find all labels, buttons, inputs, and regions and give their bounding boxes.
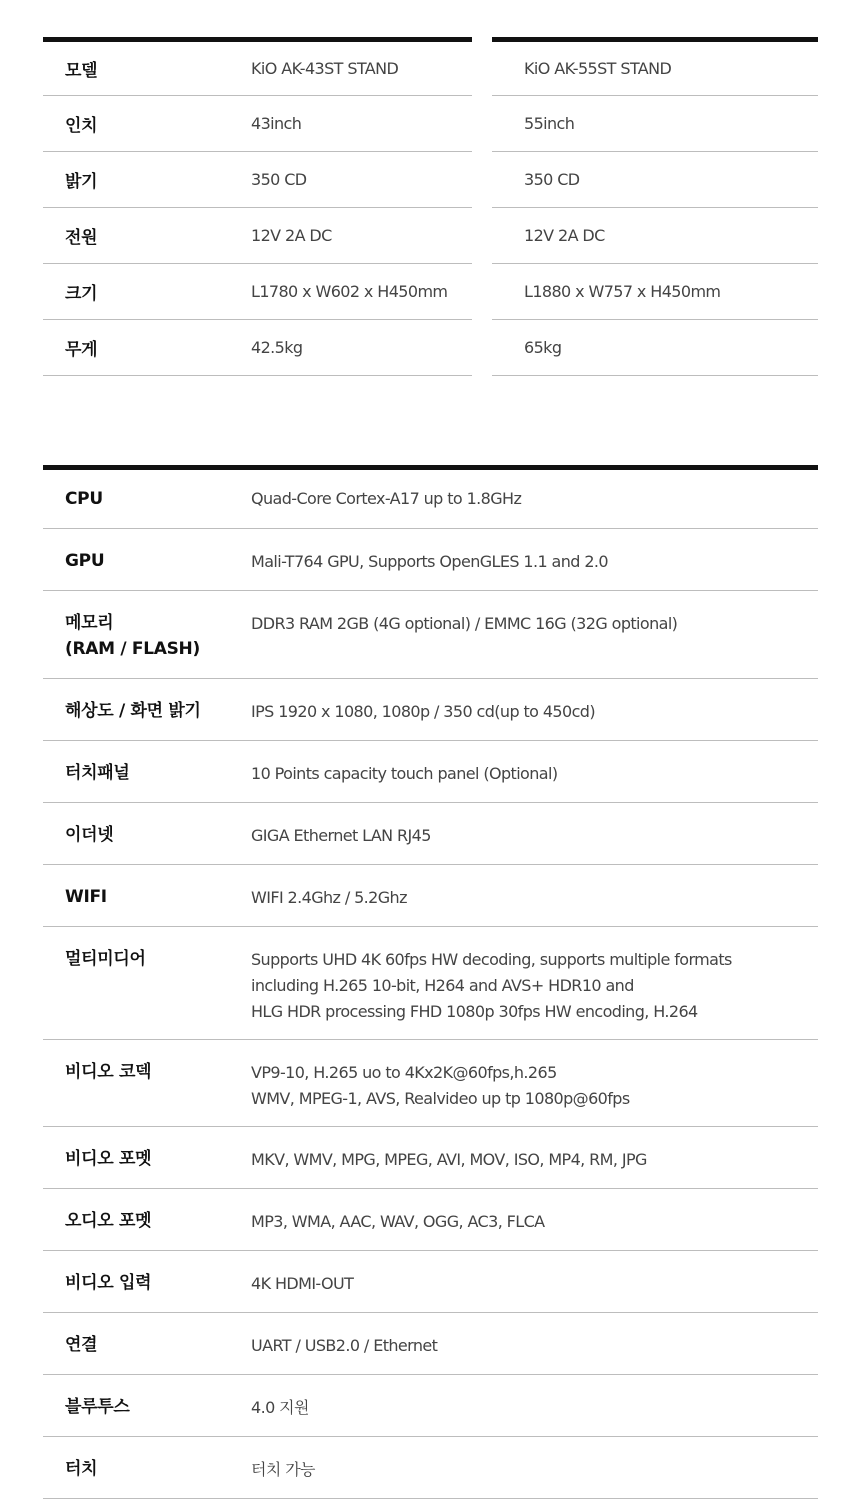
- spec-row: [43, 741, 818, 803]
- spec-value: UART / USB2.0 / Ethernet: [251, 1313, 818, 1375]
- spec-row: [43, 1127, 818, 1189]
- spec-value: L1780 x W602 x H450mm: [251, 264, 472, 320]
- spec-value: 55inch: [492, 96, 818, 152]
- spec-row: [43, 468, 818, 529]
- spec-row: [43, 803, 818, 865]
- spec-value: 10 Points capacity touch panel (Optional): [251, 741, 818, 803]
- model-a-row: [43, 152, 472, 208]
- spec-label: 터치: [43, 1437, 251, 1499]
- model-a-row: [43, 40, 472, 96]
- spec-value: 350 CD: [492, 152, 818, 208]
- spec-row: [43, 679, 818, 741]
- spec-value: 4.0 지원: [251, 1375, 818, 1437]
- spec-row: [43, 529, 818, 591]
- spec-value: MKV, WMV, MPG, MPEG, AVI, MOV, ISO, MP4, RM, JPG: [251, 1127, 818, 1189]
- model-a-row: [43, 264, 472, 320]
- spec-row: [43, 927, 818, 1040]
- spec-value: Quad-Core Cortex-A17 up to 1.8GHz: [251, 468, 818, 529]
- spec-label: 비디오 포멧: [43, 1127, 251, 1189]
- spec-label: 블루투스: [43, 1375, 251, 1437]
- spec-label: 메모리 (RAM / FLASH): [43, 591, 251, 679]
- spec-label: 오디오 포멧: [43, 1189, 251, 1251]
- spec-value: WIFI 2.4Ghz / 5.2Ghz: [251, 865, 818, 927]
- spec-label: 비디오 코덱: [43, 1040, 251, 1127]
- spec-label: 멀티미디어: [43, 927, 251, 1040]
- spec-value: Supports UHD 4K 60fps HW decoding, supports multiple formats including H.265 10-bit, H264 and AVS+ HDR10 and HLG HDR processing FHD 1080p 30fps HW encoding, H.264: [251, 927, 818, 1040]
- model-b-row: [492, 96, 818, 152]
- spec-value: DDR3 RAM 2GB (4G optional) / EMMC 16G (32G optional): [251, 591, 818, 679]
- spec-value: 43inch: [251, 96, 472, 152]
- spec-label: 크기: [43, 264, 251, 320]
- spec-label: 터치패널: [43, 741, 251, 803]
- spec-label: 전원: [43, 208, 251, 264]
- spec-value: L1880 x W757 x H450mm: [492, 264, 818, 320]
- spec-value: KiO AK-55ST STAND: [492, 40, 818, 96]
- spec-row: [43, 1040, 818, 1127]
- model-a-row: [43, 320, 472, 376]
- model-a-spec-table: [43, 37, 472, 376]
- spec-label: 모델: [43, 40, 251, 96]
- model-b-spec-table: [492, 37, 818, 376]
- spec-value: VP9-10, H.265 uo to 4Kx2K@60fps,h.265 WMV, MPEG-1, AVS, Realvideo up tp 1080p@60fps: [251, 1040, 818, 1127]
- spec-value: 42.5kg: [251, 320, 472, 376]
- spec-value: MP3, WMA, AAC, WAV, OGG, AC3, FLCA: [251, 1189, 818, 1251]
- spec-label: 이더넷: [43, 803, 251, 865]
- spec-value: 350 CD: [251, 152, 472, 208]
- spec-value: Mali-T764 GPU, Supports OpenGLES 1.1 and 2.0: [251, 529, 818, 591]
- spec-value: GIGA Ethernet LAN RJ45: [251, 803, 818, 865]
- spec-value: 12V 2A DC: [251, 208, 472, 264]
- model-b-row: [492, 208, 818, 264]
- spec-value: 65kg: [492, 320, 818, 376]
- spec-row: [43, 591, 818, 679]
- spec-row: [43, 1313, 818, 1375]
- spec-label: 비디오 입력: [43, 1251, 251, 1313]
- model-a-row: [43, 208, 472, 264]
- spec-label: CPU: [43, 468, 251, 529]
- spec-label: GPU: [43, 529, 251, 591]
- model-a-row: [43, 96, 472, 152]
- spec-row: [43, 1437, 818, 1499]
- spec-row: [43, 865, 818, 927]
- model-b-row: [492, 152, 818, 208]
- spec-row: [43, 1251, 818, 1313]
- detailed-spec-table: [43, 465, 818, 1499]
- spec-label: 연결: [43, 1313, 251, 1375]
- model-b-row: [492, 40, 818, 96]
- spec-value: KiO AK-43ST STAND: [251, 40, 472, 96]
- model-b-row: [492, 264, 818, 320]
- spec-label: WIFI: [43, 865, 251, 927]
- spec-label: 해상도 / 화면 밝기: [43, 679, 251, 741]
- spec-label: 인치: [43, 96, 251, 152]
- spec-row: [43, 1375, 818, 1437]
- spec-value: 터치 가능: [251, 1437, 818, 1499]
- spec-label: 무게: [43, 320, 251, 376]
- spec-row: [43, 1189, 818, 1251]
- spec-value: IPS 1920 x 1080, 1080p / 350 cd(up to 450cd): [251, 679, 818, 741]
- spec-label: 밝기: [43, 152, 251, 208]
- spec-value: 12V 2A DC: [492, 208, 818, 264]
- model-b-row: [492, 320, 818, 376]
- spec-value: 4K HDMI-OUT: [251, 1251, 818, 1313]
